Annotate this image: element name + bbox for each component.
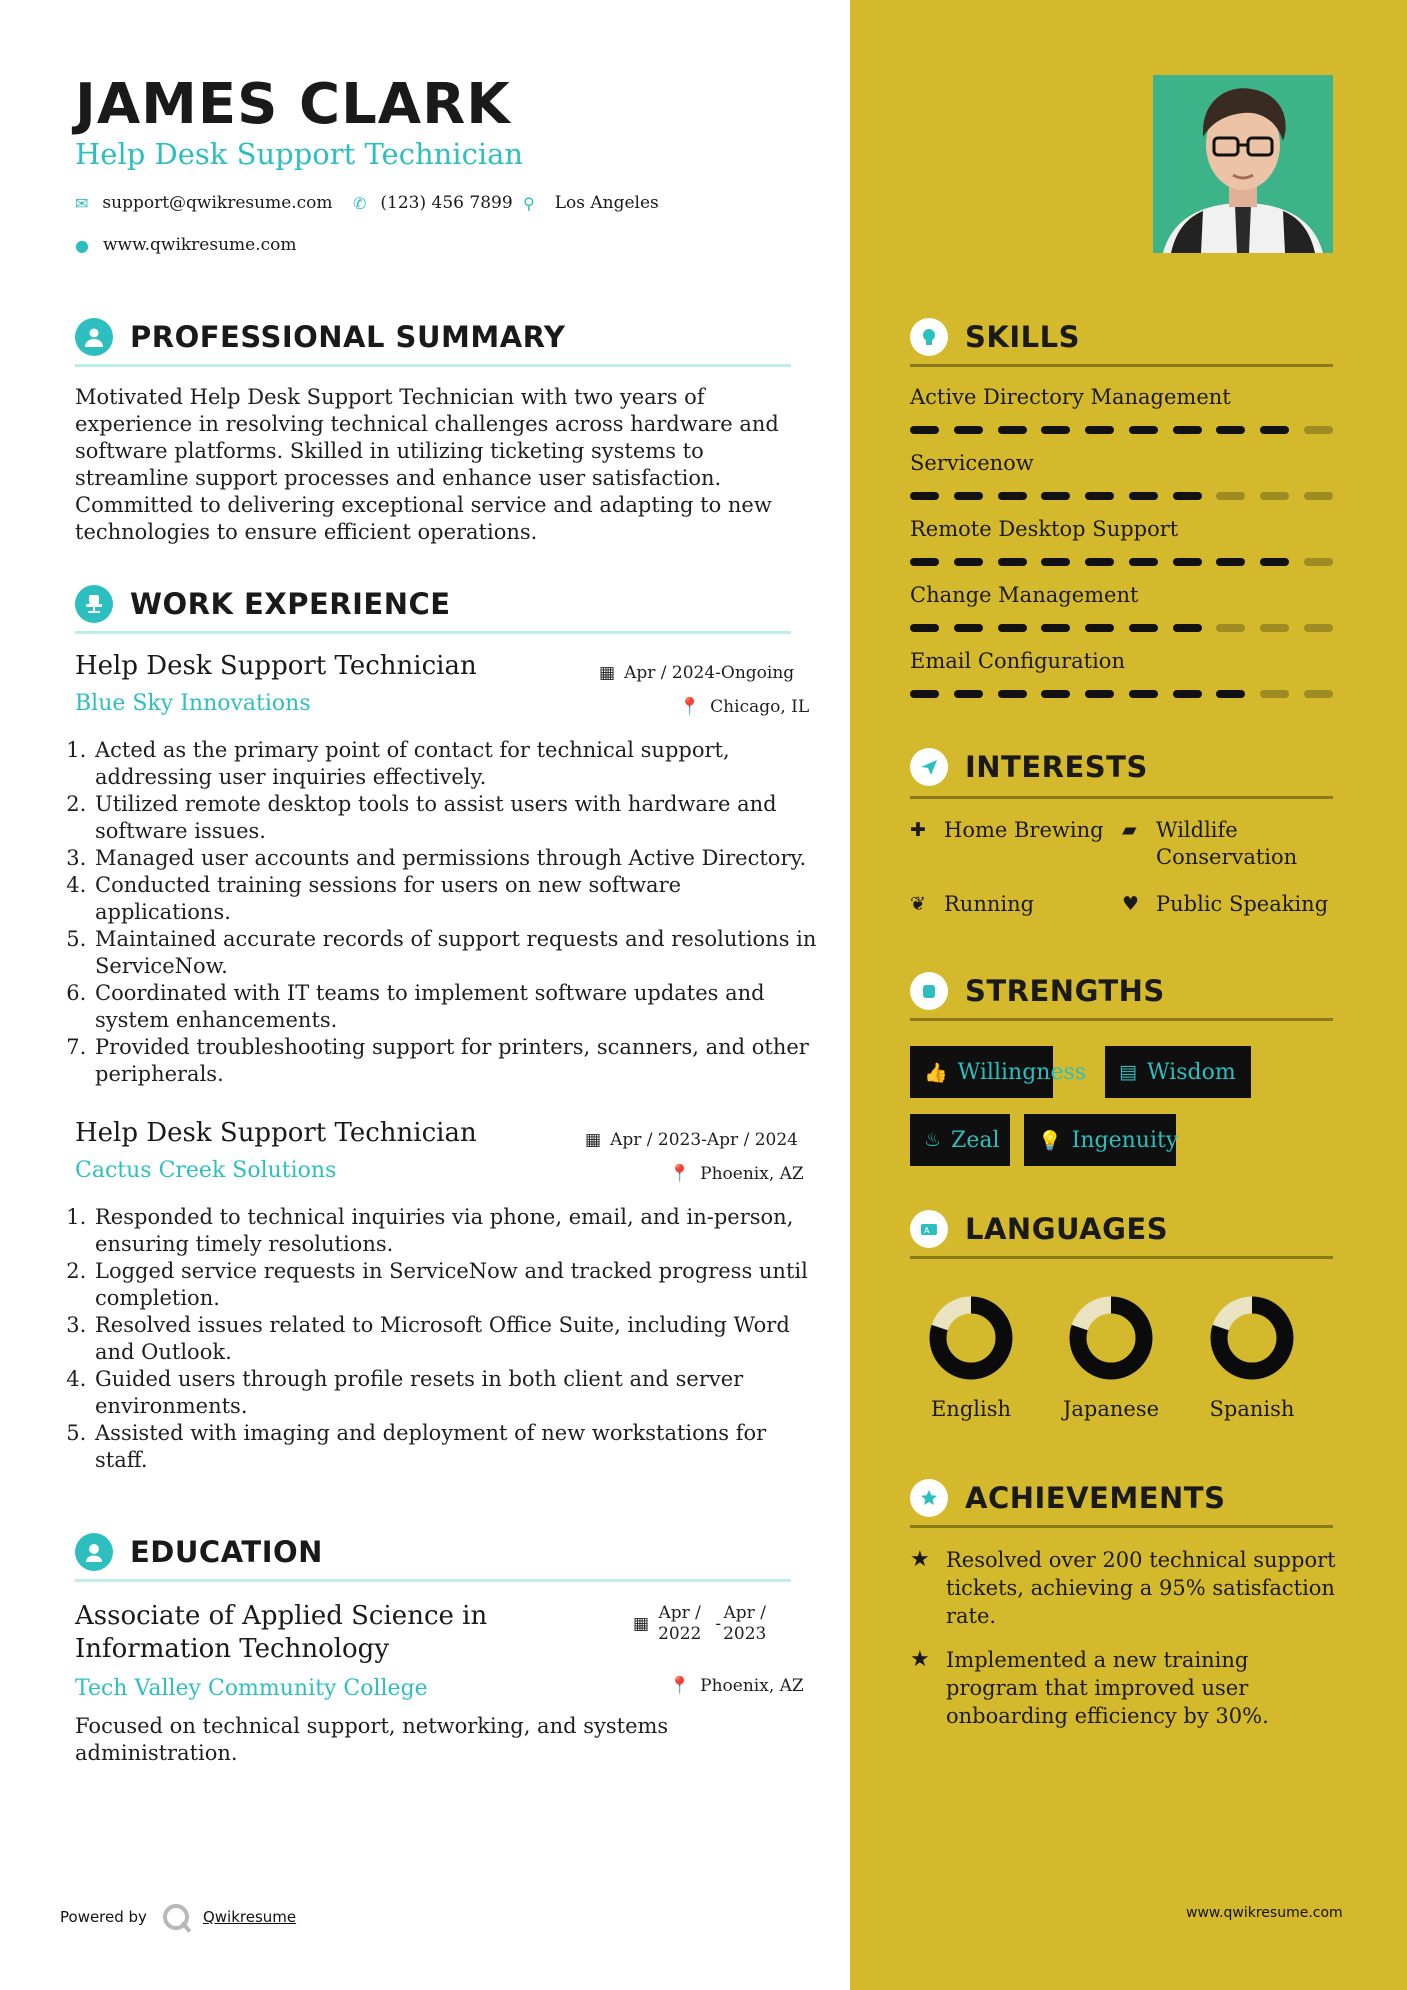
skill-segment — [1085, 624, 1114, 632]
language-level-ring — [929, 1296, 1013, 1380]
fist-icon — [910, 972, 948, 1010]
interests-heading — [910, 748, 1148, 786]
experience-title: WORK EXPERIENCE — [130, 587, 451, 621]
skill-segment — [1260, 690, 1289, 698]
skill-segment — [910, 426, 939, 434]
list-item: 2. Logged service requests in ServiceNow and tracked progress until completion. — [93, 1258, 823, 1312]
skill-segment — [954, 492, 983, 500]
job-2-location: 📍 Phoenix, AZ — [669, 1164, 804, 1184]
location-text: Los Angeles — [554, 193, 659, 213]
globe-icon: ● — [75, 235, 89, 255]
skill-segment — [1304, 558, 1333, 566]
svg-text:A: A — [924, 1226, 930, 1235]
job-1-location: 📍 Chicago, IL — [679, 697, 810, 717]
skill-segment — [1260, 624, 1289, 632]
interests-title: INTERESTS — [965, 750, 1148, 784]
skill-segment — [1085, 558, 1114, 566]
skill-segment — [954, 690, 983, 698]
school-name: Tech Valley Community College — [75, 1676, 428, 1701]
list-item: 6. Coordinated with IT teams to implement software updates and system enhancements. — [93, 980, 823, 1034]
user-icon — [75, 318, 113, 356]
skill-segment — [1216, 426, 1245, 434]
skill-level-bar — [910, 558, 1333, 566]
thumbs-up-icon: 👍 — [924, 1061, 948, 1084]
achievements-heading — [910, 1479, 1225, 1517]
achievement-item: ★ Implemented a new training program that improved user onboarding efficiency by 30%. — [910, 1647, 1269, 1728]
skills-divider — [910, 364, 1333, 367]
skills-heading — [910, 318, 1080, 356]
calendar-icon: ▦ — [599, 663, 616, 683]
lightbulb-icon — [910, 318, 948, 356]
strength-tag: 💡 Ingenuity — [1024, 1114, 1176, 1166]
skill-segment — [1041, 690, 1070, 698]
map-pin-icon: ⚲ — [523, 193, 535, 213]
interest-item: ❦ Running — [910, 892, 1035, 916]
skill-segment — [1041, 492, 1070, 500]
skill-segment — [1260, 492, 1289, 500]
skill-name: Remote Desktop Support — [910, 517, 1179, 541]
graduate-icon — [75, 1533, 113, 1571]
job-2-bullets — [70, 1204, 823, 1474]
education-divider — [75, 1579, 791, 1582]
skill-segment — [998, 624, 1027, 632]
skill-segment — [1129, 492, 1158, 500]
flame-icon: ♨ — [924, 1129, 942, 1151]
heartbeat-icon: ♥ — [1122, 893, 1140, 915]
skill-segment — [1129, 690, 1158, 698]
list-item: 3. Resolved issues related to Microsoft Office Suite, including Word and Outlook. — [93, 1312, 823, 1366]
skill-segment — [910, 624, 939, 632]
skill-segment — [998, 426, 1027, 434]
calendar-icon: ▦ — [585, 1130, 602, 1150]
pushpin-icon: 📍 — [669, 1164, 691, 1184]
experience-heading — [75, 585, 451, 623]
job-2-title: Help Desk Support Technician — [75, 1118, 477, 1148]
website-contact[interactable] — [75, 235, 297, 255]
skill-name: Servicenow — [910, 451, 1034, 475]
strengths-divider — [910, 1018, 1333, 1021]
skill-level-bar — [910, 492, 1333, 500]
education-heading — [75, 1533, 323, 1571]
skill-segment — [954, 426, 983, 434]
interest-item: ▰ Wildlife Conservation — [1122, 818, 1298, 869]
skill-segment — [998, 492, 1027, 500]
translate-icon — [910, 1210, 948, 1248]
powered-by: Powered by Qwikresume — [60, 1904, 296, 1930]
list-item: 7. Provided troubleshooting support for printers, scanners, and other peripherals. — [93, 1034, 823, 1088]
skill-segment — [1041, 558, 1070, 566]
skill-segment — [1085, 690, 1114, 698]
skill-segment — [1041, 426, 1070, 434]
lightbulb-icon: 💡 — [1038, 1129, 1062, 1152]
summary-title: PROFESSIONAL SUMMARY — [130, 320, 566, 354]
list-item: 5. Assisted with imaging and deployment of new workstations for staff. — [93, 1420, 823, 1474]
skill-segment — [1304, 426, 1333, 434]
skill-segment — [910, 690, 939, 698]
language-name: Spanish — [1209, 1397, 1295, 1421]
skill-segment — [1173, 426, 1202, 434]
job-1-company: Blue Sky Innovations — [75, 691, 311, 716]
star-icon — [910, 1479, 948, 1517]
paw-icon: ❦ — [910, 893, 926, 915]
skill-segment — [1129, 558, 1158, 566]
skill-name: Active Directory Management — [910, 385, 1231, 409]
skill-segment — [1304, 492, 1333, 500]
strength-tag: ♨ Zeal — [910, 1114, 1010, 1166]
trophy-star-icon: ★ — [910, 1547, 930, 1572]
education-description: Focused on technical support, networking, and systems administration. — [75, 1714, 669, 1765]
summary-text: Motivated Help Desk Support Technician with two years of experience in resolving technical challenges across hardware and software platforms. Skilled in utilizing ticketing systems to streamline support processes and enhance user satisfaction. Committed to delivering exceptional service and adapting to new technologies to ensure efficient operations. — [75, 385, 779, 544]
experience-divider — [75, 631, 791, 634]
languages-title: LANGUAGES — [965, 1212, 1169, 1246]
list-item: 1. Responded to technical inquiries via phone, email, and in-person, ensuring timely resolutions. — [93, 1204, 823, 1258]
interest-item: ♥ Public Speaking — [1122, 892, 1329, 916]
skill-level-bar — [910, 624, 1333, 632]
job-1-title: Help Desk Support Technician — [75, 651, 477, 681]
achievements-divider — [910, 1525, 1333, 1528]
job-1-bullets — [70, 737, 823, 1088]
footer-website[interactable]: www.qwikresume.com — [1186, 1905, 1343, 1921]
language-level-ring — [1069, 1296, 1153, 1380]
candidate-title: Help Desk Support Technician — [75, 137, 524, 171]
skill-segment — [1304, 690, 1333, 698]
phone-icon: ✆ — [353, 193, 367, 213]
pushpin-icon: 📍 — [679, 697, 701, 717]
education-location: 📍 Phoenix, AZ — [669, 1676, 804, 1696]
skill-level-bar — [910, 426, 1333, 434]
skill-segment — [1260, 558, 1289, 566]
qwikresume-logo-icon — [163, 1904, 189, 1930]
office-chair-icon — [75, 585, 113, 623]
skill-segment — [1041, 624, 1070, 632]
skill-segment — [1173, 558, 1202, 566]
list-item: 3. Managed user accounts and permissions through Active Directory. — [93, 845, 823, 872]
skill-segment — [998, 690, 1027, 698]
strengths-title: STRENGTHS — [965, 974, 1165, 1008]
paper-plane-icon — [910, 748, 948, 786]
degree-title: Associate of Applied Science in Information Technology — [75, 1601, 488, 1664]
skill-segment — [1260, 426, 1289, 434]
job-1-dates-line: ▦ Apr / 2024-Ongoing — [599, 663, 795, 683]
list-item: 2. Utilized remote desktop tools to assist users with hardware and software issues. — [93, 791, 823, 845]
skill-segment — [1173, 690, 1202, 698]
interests-divider — [910, 796, 1333, 799]
email-contact[interactable] — [75, 193, 333, 213]
summary-heading — [75, 318, 565, 356]
skill-segment — [1085, 426, 1114, 434]
book-icon: ▤ — [1119, 1061, 1137, 1083]
skill-segment — [1304, 624, 1333, 632]
education-title: EDUCATION — [130, 1535, 323, 1569]
education-dates: ▦ Apr / 2022 - Apr / 2023 — [633, 1603, 767, 1644]
list-item: 4. Guided users through profile resets in both client and server environments. — [93, 1366, 823, 1420]
qwikresume-link[interactable]: Qwikresume — [202, 1908, 297, 1926]
calendar-icon: ▦ — [633, 1613, 650, 1634]
skill-segment — [954, 624, 983, 632]
skill-segment — [1173, 624, 1202, 632]
skill-segment — [1216, 492, 1245, 500]
trophy-star-icon: ★ — [910, 1647, 930, 1672]
skill-segment — [910, 492, 939, 500]
skill-name: Email Configuration — [910, 649, 1125, 673]
skill-segment — [1129, 426, 1158, 434]
list-item: 5. Maintained accurate records of support requests and resolutions in ServiceNow. — [93, 926, 823, 980]
achievements-title: ACHIEVEMENTS — [965, 1481, 1226, 1515]
phone-contact[interactable] — [353, 193, 513, 213]
skill-level-bar — [910, 690, 1333, 698]
pushpin-icon: 📍 — [669, 1676, 691, 1696]
skill-segment — [1216, 558, 1245, 566]
envelope-icon: ✉ — [75, 193, 89, 213]
strengths-heading — [910, 972, 1165, 1010]
interest-item: ✚ Home Brewing — [910, 818, 1104, 842]
job-2-company: Cactus Creek Solutions — [75, 1158, 337, 1183]
skill-segment — [910, 558, 939, 566]
list-item: 1. Acted as the primary point of contact for technical support, addressing user inquiries effectively. — [93, 737, 823, 791]
candidate-name: JAMES CLARK — [75, 72, 511, 137]
language-name: English — [930, 1397, 1012, 1421]
skill-segment — [1173, 492, 1202, 500]
strength-tag: ▤ Wisdom — [1105, 1046, 1251, 1098]
profile-photo — [1153, 75, 1333, 253]
phone-text: (123) 456 7899 — [380, 193, 513, 213]
summary-divider — [75, 364, 791, 367]
skill-segment — [1129, 624, 1158, 632]
website-text: www.qwikresume.com — [102, 235, 297, 255]
language-level-ring — [1210, 1296, 1294, 1380]
skill-segment — [1216, 690, 1245, 698]
email-text: support@qwikresume.com — [102, 193, 333, 213]
job-2-dates-line: ▦ Apr / 2023-Apr / 2024 — [585, 1130, 798, 1150]
languages-heading — [910, 1210, 1168, 1248]
language-name: Japanese — [1062, 1397, 1160, 1421]
skill-segment — [1216, 624, 1245, 632]
skill-segment — [998, 558, 1027, 566]
achievement-item: ★ Resolved over 200 technical support tickets, achieving a 95% satisfaction rate. — [910, 1547, 1336, 1628]
location-contact — [523, 193, 659, 213]
languages-divider — [910, 1256, 1333, 1259]
list-item: 4. Conducted training sessions for users on new software applications. — [93, 872, 823, 926]
skill-name: Change Management — [910, 583, 1139, 607]
puzzle-icon: ✚ — [910, 819, 926, 841]
strength-tag: 👍 Willingness — [910, 1046, 1053, 1098]
book-icon: ▰ — [1122, 819, 1137, 841]
skill-segment — [1085, 492, 1114, 500]
skills-title: SKILLS — [965, 320, 1080, 354]
skill-segment — [954, 558, 983, 566]
